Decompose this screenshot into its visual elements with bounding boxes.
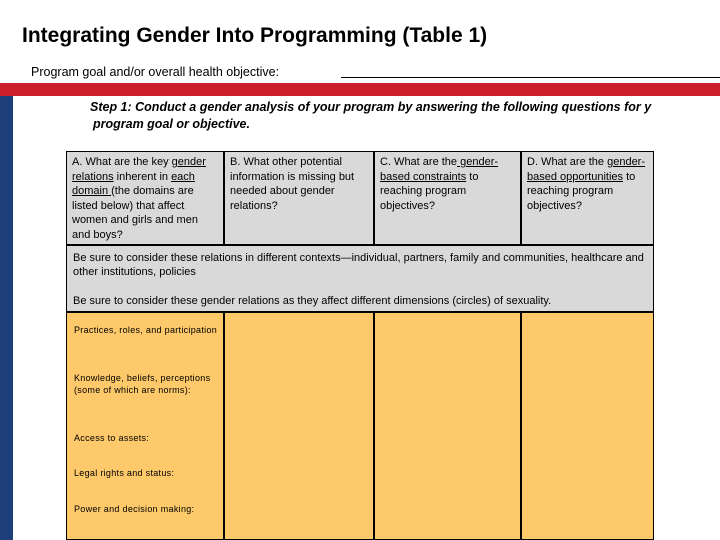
domain-access: Access to assets: (74, 433, 150, 443)
domains-column[interactable] (66, 312, 224, 540)
column-header-c: C. What are the gender-based constraints to reaching program objectives? (374, 151, 521, 245)
answer-cell-b[interactable] (224, 312, 374, 540)
step-line-1: Step 1: Conduct a gender analysis of your program by answering the following questions for y (90, 100, 652, 114)
step-line-2: program goal or objective. (93, 117, 250, 131)
step-1-instructions (90, 99, 720, 133)
blue-side-bar (0, 96, 13, 540)
table-notes (66, 245, 654, 312)
objective-blank-line (341, 77, 720, 78)
note-dimensions: Be sure to consider these gender relations as they affect different dimensions (circles) of sexuality. (73, 295, 552, 307)
domain-knowledge: Knowledge, beliefs, perceptions (some of which are norms): (74, 373, 211, 395)
column-header-d: D. What are the gender-based opportunities to reaching program objectives? (521, 151, 654, 245)
note-contexts: Be sure to consider these relations in different contexts—individual, partners, family and communities, healthcare and other institutions, policies (73, 252, 644, 278)
column-header-b: B. What other potential information is missing but needed about gender relations? (224, 151, 374, 245)
column-header-a: A. What are the key gender relations inherent in each domain (the domains are listed below) that affect women and girls and men and boys? (66, 151, 224, 245)
gender-analysis-table (66, 151, 654, 540)
objective-label: Program goal and/or overall health objective: (31, 65, 280, 79)
answer-cell-c[interactable] (374, 312, 521, 540)
red-accent-bar (0, 83, 720, 96)
page-title: Integrating Gender Into Programming (Table 1) (22, 24, 488, 47)
domain-legal: Legal rights and status: (74, 468, 175, 478)
domain-power: Power and decision making: (74, 504, 195, 514)
domain-practices: Practices, roles, and participation (74, 325, 218, 335)
answer-cell-d[interactable] (521, 312, 654, 540)
